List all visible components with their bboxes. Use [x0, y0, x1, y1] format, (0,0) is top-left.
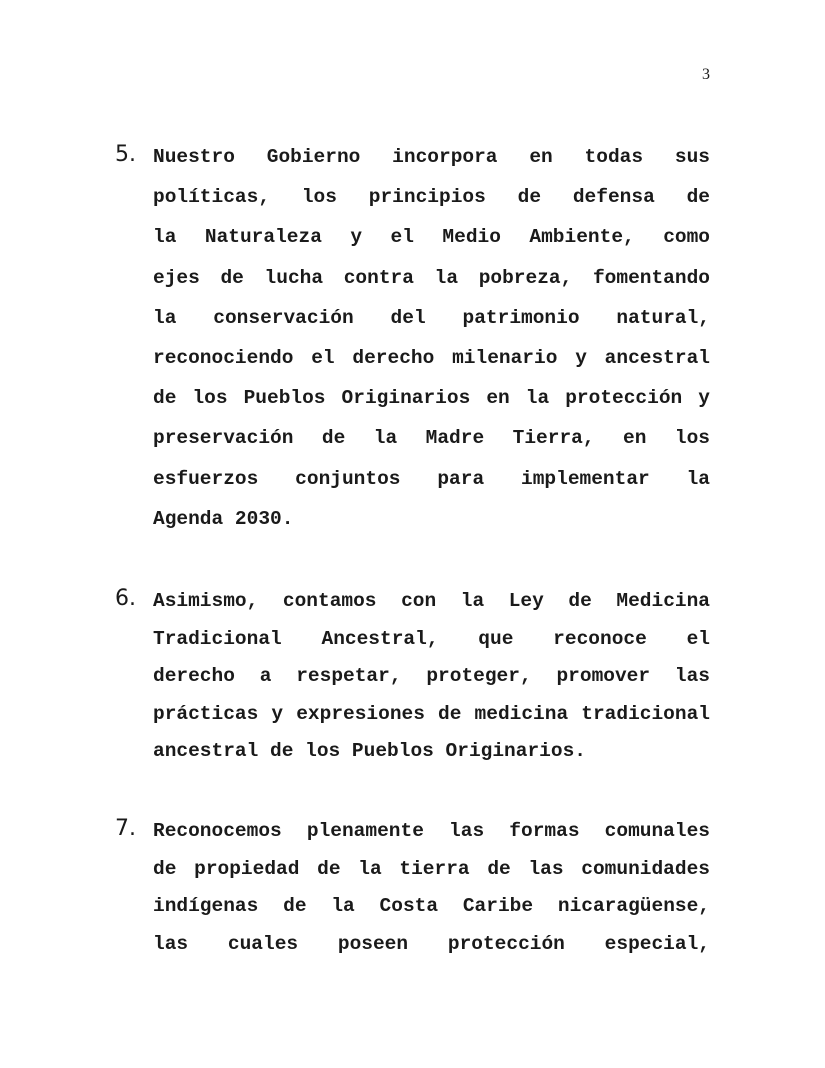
text-line: políticas, los principios de defensa de	[153, 186, 710, 209]
text-line: de propiedad de la tierra de las comunidades	[153, 857, 710, 880]
text-line: las cuales poseen protección especial,	[153, 932, 710, 955]
text-line: reconociendo el derecho milenario y ancestral	[153, 346, 710, 369]
paragraph-body	[153, 144, 710, 546]
text-line: la conservación del patrimonio natural,	[153, 306, 710, 329]
text-line: ejes de lucha contra la pobreza, fomentando	[153, 266, 710, 289]
text-line: la Naturaleza y el Medio Ambiente, como	[153, 226, 710, 249]
paragraph-number: 7.	[115, 816, 136, 841]
text-line: preservación de la Madre Tierra, en los	[153, 427, 710, 450]
paragraph-body	[153, 818, 710, 968]
page-number: 3	[702, 66, 710, 83]
text-line: Tradicional Ancestral, que reconoce el	[153, 627, 710, 650]
paragraph-body	[153, 588, 710, 776]
text-line: Reconocemos plenamente las formas comunales	[153, 820, 710, 842]
text-line: de los Pueblos Originarios en la protección y	[153, 387, 710, 410]
paragraph-number: 5.	[115, 142, 136, 167]
text-line: ancestral de los Pueblos Originarios.	[153, 740, 586, 762]
text-line: derecho a respetar, proteger, promover las	[153, 665, 710, 687]
text-line: Nuestro Gobierno incorpora en todas sus	[153, 146, 710, 168]
text-line: Asimismo, contamos con la Ley de Medicina	[153, 590, 710, 612]
text-line: prácticas y expresiones de medicina tradicional	[153, 702, 710, 725]
text-line: esfuerzos conjuntos para implementar la	[153, 467, 710, 490]
text-line: Agenda 2030.	[153, 507, 294, 530]
paragraph-number: 6.	[115, 586, 136, 611]
text-line: indígenas de la Costa Caribe nicaragüense,	[153, 895, 710, 917]
